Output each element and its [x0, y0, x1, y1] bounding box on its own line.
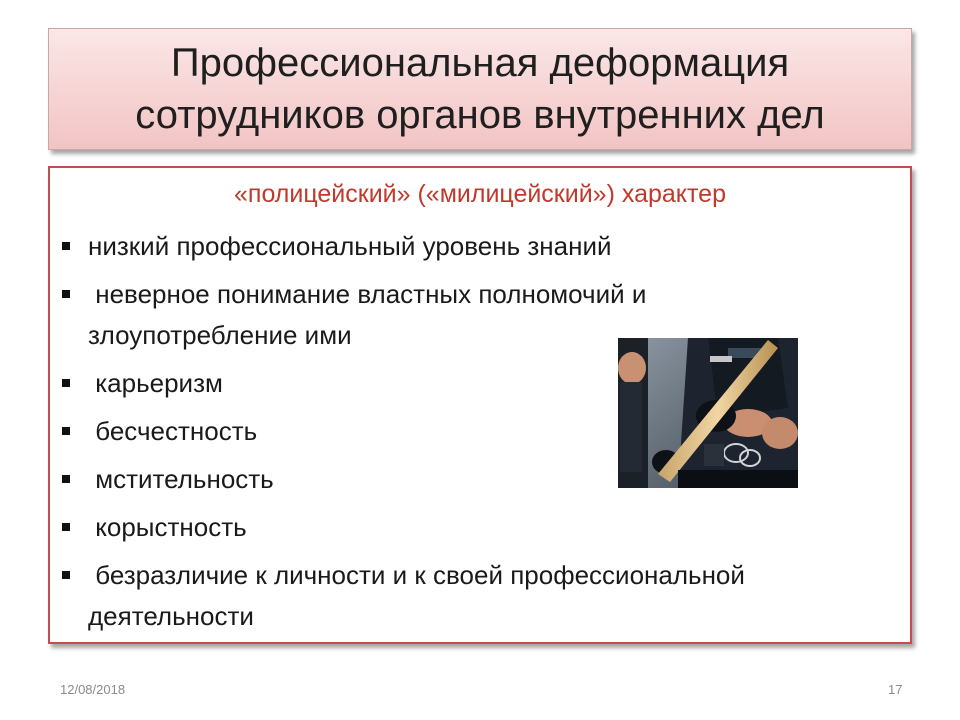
title-line-1: Профессиональная деформация: [170, 41, 790, 85]
bullet-square-icon: [62, 242, 70, 250]
bullet-square-icon: [62, 379, 70, 387]
subtitle: «полицейский» («милицейский») характер: [234, 180, 726, 208]
bullet-text: корыстность: [88, 512, 247, 542]
bullet-text: безразличие к личности и к своей профессиональной деятельности: [88, 560, 753, 631]
bullet-square-icon: [62, 571, 70, 579]
title-box: [48, 28, 912, 150]
bullet-text: бесчестность: [88, 416, 258, 446]
bullet-item: [60, 555, 895, 637]
slide-page-number: 17: [888, 682, 903, 697]
title-line-2: сотрудников органов внутренних дел: [135, 93, 825, 137]
slide-date: 12/08/2018: [60, 682, 126, 697]
photo-illustration: [618, 338, 798, 488]
bullet-item: [60, 507, 895, 548]
bullet-item: [60, 226, 895, 267]
bullet-square-icon: [62, 290, 70, 298]
bullet-square-icon: [62, 523, 70, 531]
bullet-text: неверное понимание властных полномочий и злоупотребление ими: [88, 279, 654, 350]
content-box: [48, 166, 912, 644]
bullet-square-icon: [62, 427, 70, 435]
bullet-item: [60, 274, 654, 356]
bullet-text: карьеризм: [88, 368, 223, 398]
bullet-square-icon: [62, 475, 70, 483]
bullet-text: низкий профессиональный уровень знаний: [88, 231, 612, 261]
police-officer-with-baton-photo: [618, 338, 798, 488]
bullet-text: мстительность: [88, 464, 274, 494]
slide-title: [135, 37, 824, 141]
